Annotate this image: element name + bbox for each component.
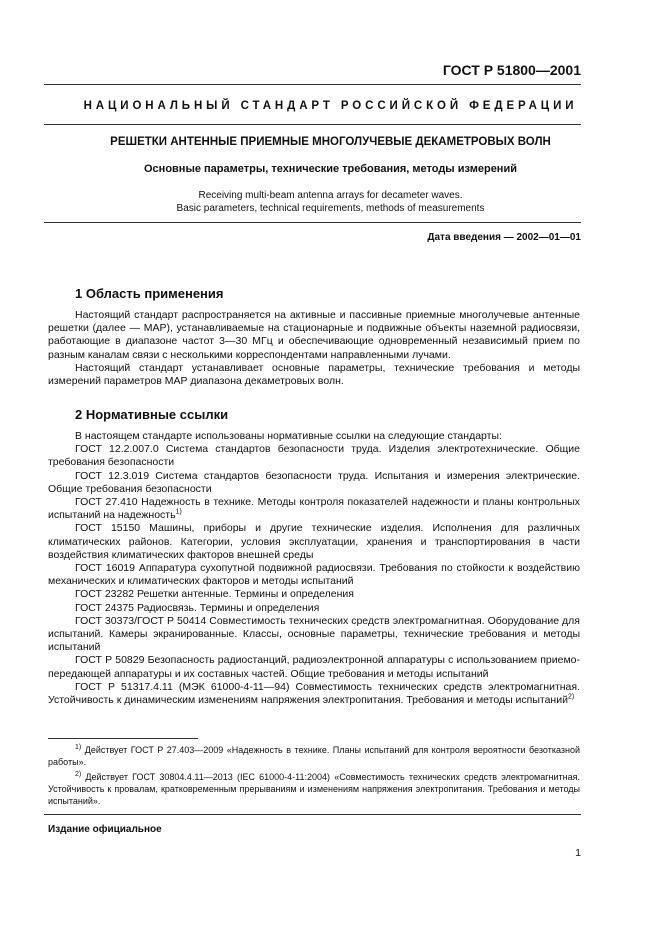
reference-item: [48, 681, 580, 707]
footnote-mark: 2): [75, 771, 82, 778]
footnote-rule: [48, 738, 198, 739]
reference-item: ГОСТ 23282 Решетки антенные. Термины и определения: [75, 588, 354, 601]
reference-item: ГОСТ Р 50829 Безопасность радиостанций, радиоэлектронной аппаратуры с использованием приемо-передающей аппаратуры и их составных частей. Общие требования и методы испытаний: [48, 654, 580, 680]
document-subtitle: Основные параметры, технические требования, методы измерений: [144, 163, 517, 175]
national-standard-banner: НАЦИОНАЛЬНЫЙ СТАНДАРТ РОССИЙСКОЙ ФЕДЕРАЦИИ: [83, 100, 578, 112]
banner-rule: [44, 124, 581, 125]
reference-item: ГОСТ 15150 Машины, приборы и другие технические изделия. Исполнения для различных климатических районов. Категории, условия эксплуатации, хранения и транспортирования в части воздействия климатических факторов внешней среды: [48, 522, 580, 561]
english-title-line-2: Basic parameters, technical requirements, methods of measurements: [176, 203, 485, 214]
footnote-text: Действует ГОСТ 30804.4.11—2013 (IEC 61000-4-11:2004) «Совместимость технических средств электромагнитная. Устойчивость к провалам, кратковременным прерываниям и изменениям напряжения электропитания. Требования и методы испытаний».: [48, 772, 580, 806]
introduction-date: Дата введения — 2002—01—01: [427, 232, 581, 243]
footnote-mark: 1): [75, 744, 82, 751]
footnote-marker: 2): [567, 693, 575, 701]
footnote-marker: 1): [175, 508, 182, 516]
references-intro: В настоящем стандарте использованы нормативные ссылки на следующие стандарты:: [75, 430, 502, 442]
standard-number: ГОСТ Р 51800—2001: [442, 62, 581, 78]
section-2-heading: 2 Нормативные ссылки: [75, 407, 229, 422]
footer-rule: [44, 814, 581, 815]
footnote-text: Действует ГОСТ Р 27.403—2009 «Надежность в технике. Планы испытаний для контроля вероятности безотказной работы».: [48, 745, 580, 767]
reference-item: [48, 496, 580, 522]
title-rule: [44, 222, 581, 223]
reference-item: ГОСТ 30373/ГОСТ Р 50414 Совместимость технических средств электромагнитная. Оборудование для испытаний. Камеры экранированные. Классы, основные параметры, технические требования и методы испытаний: [48, 614, 580, 654]
english-title: [44, 189, 617, 215]
page-number: 1: [575, 847, 581, 859]
footnote: [48, 744, 580, 768]
header-rule: [44, 84, 581, 85]
section-1-paragraph: Настоящий стандарт распространяется на активные и пассивные приемные многолучевые антенные решетки (далее — МАР), устанавливаемые на стационарные и подвижные объекты наземной радиосвязи, работающие в диапазоне частот 3—30 МГц и обеспечивающие одновременный независимый прием по разным каналам связи с несколькими корреспондентами направленными лучами.: [48, 309, 580, 361]
section-1-paragraph: Настоящий стандарт устанавливает основные параметры, технические требования и методы измерений параметров МАР диапазона декаметровых волн.: [48, 361, 580, 388]
document-title: РЕШЕТКИ АНТЕННЫЕ ПРИЕМНЫЕ МНОГОЛУЧЕВЫЕ ДЕКАМЕТРОВЫХ ВОЛН: [110, 136, 551, 148]
reference-text: ГОСТ 27.410 Надежность в технике. Методы контроля показателей надежности и планы контрольных испытаний на надежность: [48, 496, 580, 522]
footnote: [48, 771, 580, 807]
section-2-body: [48, 430, 580, 707]
reference-item: ГОСТ 12.3.019 Система стандартов безопасности труда. Испытания и измерения электрические. Общие требования безопасности: [48, 469, 580, 495]
footnotes: [48, 744, 580, 810]
english-title-line-1: Receiving multi-beam antenna arrays for decameter waves.: [198, 190, 463, 201]
section-1-heading: 1 Область применения: [75, 286, 224, 301]
reference-item: ГОСТ 24375 Радиосвязь. Термины и определения: [75, 601, 320, 614]
section-1-body: [48, 309, 580, 388]
reference-item: ГОСТ 16019 Аппаратура сухопутной подвижной радиосвязи. Требования по стойкости к воздействию механических и климатических факторов и методы испытаний: [48, 562, 580, 588]
edition-label: Издание официальное: [48, 824, 162, 835]
reference-text: ГОСТ Р 51317.4.11 (МЭК 61000-4-11—94) Совместимость технических средств электромагнитная. Устойчивость к динамическим изменениям напряжения электропитания. Требования и методы испытаний: [48, 680, 580, 707]
reference-item: ГОСТ 12.2.007.0 Система стандартов безопасности труда. Изделия электротехнические. Общие требования безопасности: [48, 443, 580, 469]
